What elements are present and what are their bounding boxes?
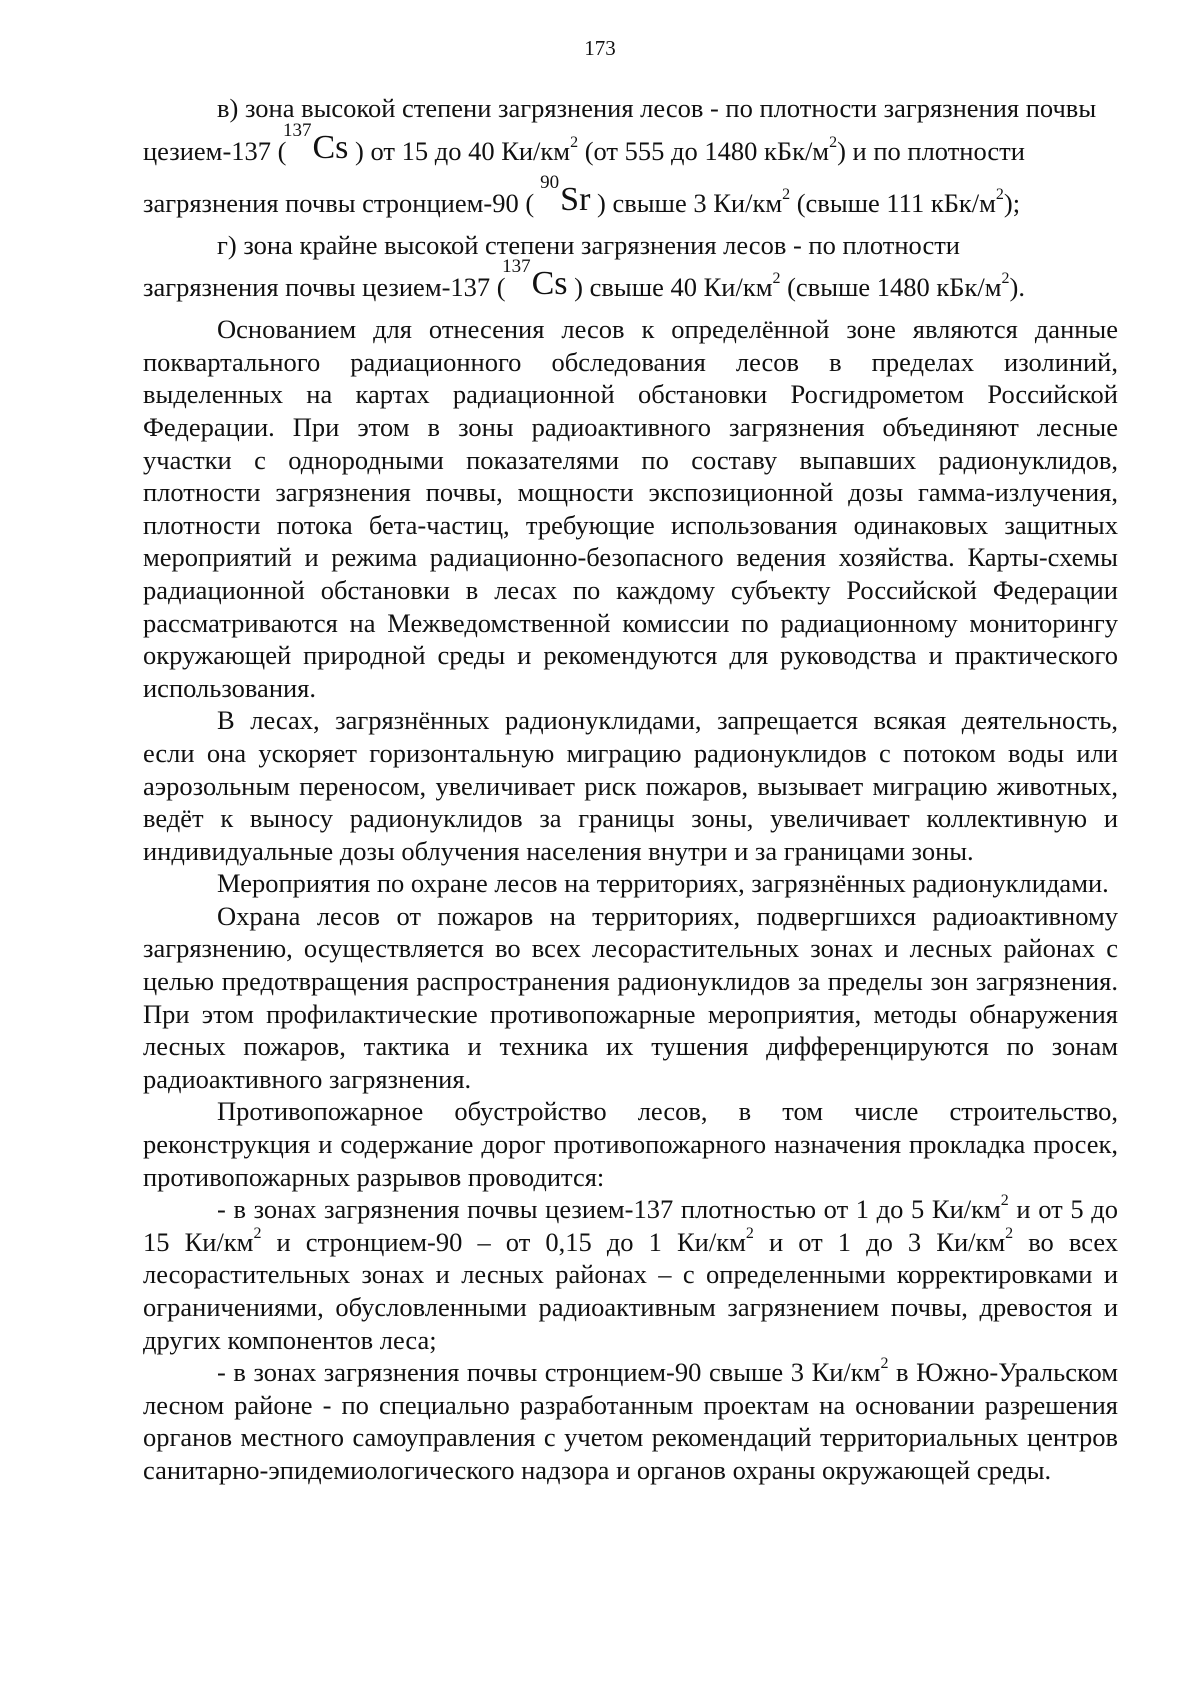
measures-heading: Мероприятия по охране лесов на территориях, загрязнённых радионуклидами. bbox=[217, 868, 1109, 899]
prohibited-activities-paragraph: В лесах, загрязнённых радионуклидами, запрещается всякая деятельность, если она ускоряет горизонтальную миграцию радионуклидов с потоком воды или аэрозольным переносом, увеличивает риск пожаров, вызывает миграцию животных, ведёт к выносу радионуклидов за границы зоны, увеличивает коллективную и индивидуальные дозы облучения населения внутри и за границами зоны. bbox=[143, 705, 1118, 866]
zone-v-text: цезием-137 ( bbox=[143, 135, 287, 166]
fire-protection-paragraph: Охрана лесов от пожаров на территориях, подвергшихся радиоактивному загрязнению, осуществляется во всех лесорастительных зонах и лесных районах с целью предотвращения распространения радионуклидов за пределы зон загрязнения. При этом профилактические противопожарные мероприятия, методы обнаружения лесных пожаров, тактика и техника их тушения дифференцируются по зонам радиоактивного загрязнения. bbox=[143, 900, 1118, 1094]
zone-g-paragraph bbox=[143, 229, 1118, 262]
basis-paragraph: Основанием для отнесения лесов к определённой зоне являются данные поквартального радиационного обследования лесов в пределах изолиний, выделенных на картах радиационной обстановки Росгидрометом Российской Федерации. При этом в зоны радиоактивного загрязнения объединяют лесные участки с однородными показателями по составу выпавших радионуклидов, плотности загрязнения почвы, мощности экспозиционной дозы гамма-излучения, плотности потока бета-частиц, требующие использования одинаковых защитных мероприятий и режима радиационно-безопасного ведения хозяйства. Карты-схемы радиационной обстановки в лесах по каждому субъекту Российской Федерации рассматриваются на Межведомственной комиссии по радиационному мониторингу окружающей природной среды и рекомендуются для руководства и практического использования. bbox=[143, 314, 1118, 703]
zone-g-line2 bbox=[143, 256, 1118, 313]
isotope-mass-number: 137 bbox=[502, 256, 531, 278]
bullet-item bbox=[143, 1193, 1118, 1356]
cesium-137-isotope bbox=[282, 119, 349, 166]
zone-v-text: ) свыше 3 Ки/км bbox=[597, 187, 783, 218]
zone-v-line3 bbox=[143, 171, 1118, 229]
bullet-text: - в зонах загрязнения почвы цезием-137 плотностью от 1 до 5 Ки/км bbox=[217, 1194, 1001, 1225]
zone-v-text: ) и по плотности bbox=[837, 135, 1025, 166]
zone-v-text: ); bbox=[1003, 187, 1021, 218]
bullet-text: во всех лесорастительных зонах и лесных районах – с определенными корректировками и ограничениями, обусловленными радиоактивным загрязнением почвы, древостоя и других компонентов леса; bbox=[143, 1226, 1118, 1355]
bullet-item bbox=[143, 1356, 1118, 1486]
superscript-2: 2 bbox=[570, 133, 579, 151]
superscript-2: 2 bbox=[1005, 1224, 1014, 1242]
superscript-2: 2 bbox=[253, 1224, 262, 1242]
bullet-text: - в зонах загрязнения почвы стронцием-90 свыше 3 Ки/км bbox=[217, 1357, 881, 1388]
zone-v-text: загрязнения почвы стронцием-90 ( bbox=[143, 187, 535, 218]
bullet-text: и стронцием-90 – от 0,15 до 1 Ки/км bbox=[261, 1226, 746, 1257]
cesium-137-isotope bbox=[502, 256, 568, 303]
zone-v-text: (свыше 111 кБк/м bbox=[790, 187, 996, 218]
page-body bbox=[143, 92, 1118, 1487]
superscript-2: 2 bbox=[995, 185, 1004, 203]
superscript-2: 2 bbox=[782, 185, 791, 203]
superscript-2: 2 bbox=[772, 270, 781, 288]
superscript-2: 2 bbox=[829, 133, 838, 151]
isotope-mass-number: 90 bbox=[540, 171, 560, 193]
bullet-text: в Южно-Уральском лесном районе - по специально разработанным проектам на основании разрешения органов местного самоуправления с учетом рекомендаций территориальных центров санитарно-эпидемиологического надзора и органов охраны окружающей среды. bbox=[143, 1357, 1118, 1485]
superscript-2: 2 bbox=[1000, 1192, 1009, 1210]
bullet-text: и от 1 до 3 Ки/км bbox=[753, 1226, 1006, 1257]
superscript-2: 2 bbox=[1001, 270, 1010, 288]
page-number: 173 bbox=[584, 36, 616, 60]
zone-g-text: загрязнения почвы цезием-137 ( bbox=[143, 272, 506, 303]
zone-v-line1: в) зона высокой степени загрязнения лесов - по плотности загрязнения почвы bbox=[217, 93, 1097, 123]
isotope-symbol: Cs bbox=[312, 128, 349, 166]
superscript-2: 2 bbox=[745, 1224, 754, 1242]
bullet-text: и от 5 до 15 Ки/км bbox=[143, 1194, 1118, 1257]
zone-g-text: (свыше 1480 кБк/м bbox=[780, 272, 1002, 303]
zone-v-text: (от 555 до 1480 кБк/м bbox=[578, 135, 830, 166]
superscript-2: 2 bbox=[880, 1355, 889, 1373]
fire-infrastructure-paragraph: Противопожарное обустройство лесов, в том числе строительство, реконструкция и содержание дорог противопожарного назначения прокладка просек, противопожарных разрывов проводится: bbox=[143, 1096, 1118, 1192]
isotope-symbol: Cs bbox=[531, 265, 568, 303]
zone-v-line2 bbox=[143, 119, 1118, 177]
strontium-90-isotope bbox=[540, 171, 591, 218]
zone-g-text: ) свыше 40 Ки/км bbox=[574, 272, 773, 303]
zone-g-text: ). bbox=[1009, 272, 1025, 303]
isotope-symbol: Sr bbox=[560, 180, 591, 218]
zone-v-text: ) от 15 до 40 Ки/км bbox=[355, 135, 571, 166]
isotope-mass-number: 137 bbox=[282, 119, 312, 141]
zone-g-line1: г) зона крайне высокой степени загрязнения лесов - по плотности bbox=[217, 229, 960, 260]
